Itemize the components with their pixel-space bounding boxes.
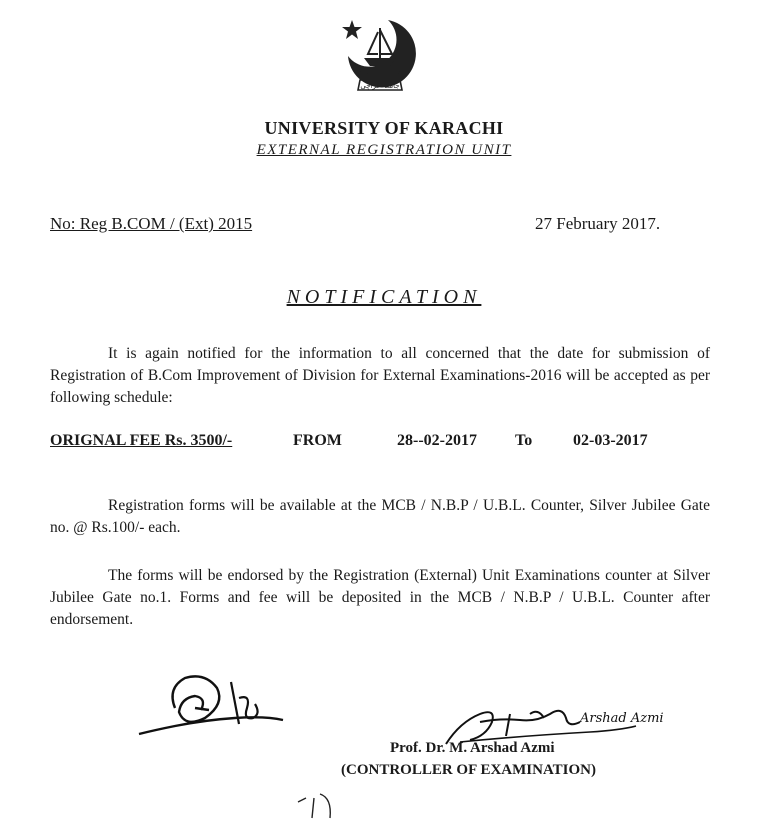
schedule-start-date: 28--02-2017 (397, 432, 477, 449)
university-logo (338, 14, 422, 100)
margin-mark (296, 792, 336, 820)
paragraph-intro: It is again notified for the information to all concerned that the date for submission of Registration of B.Com Improvement of Division for External Examinations-2016 will be accepted as per following schedule: (50, 345, 710, 406)
university-name: UNIVERSITY OF KARACHI (264, 118, 504, 138)
signer-name: Prof. Dr. M. Arshad Azmi (390, 740, 555, 756)
logo-text: جامعہ کراچی (360, 82, 400, 90)
schedule-fee: ORIGNAL FEE Rs. 3500/- (50, 432, 233, 449)
paragraph-endorsement: The forms will be endorsed by the Registration (External) Unit Examinations counter at Silver Jubilee Gate no.1. Forms and fee will be deposited in the MCB / N.B.P / U.B.L. Counter after endorsement. (50, 567, 710, 628)
paragraph-forms-availability: Registration forms will be available at the MCB / N.B.P / U.B.L. Counter, Silver Jubilee Gate no. @ Rs.100/- each. (50, 497, 710, 536)
schedule-end-date: 02-03-2017 (573, 432, 648, 449)
schedule-to-label: To (515, 432, 533, 449)
handwritten-name: Arshad Azmi (580, 711, 664, 726)
star-icon (342, 20, 362, 39)
notice-date: 27 February 2017. (535, 214, 661, 233)
reference-number: No: Reg B.COM / (Ext) 2015 (50, 214, 253, 233)
left-signature (135, 668, 285, 740)
schedule-from-label: FROM (293, 432, 342, 449)
unit-name: EXTERNAL REGISTRATION UNIT (256, 142, 512, 158)
notification-title: NOTIFICATION (286, 286, 482, 308)
signer-designation: (CONTROLLER OF EXAMINATION) (341, 762, 597, 778)
